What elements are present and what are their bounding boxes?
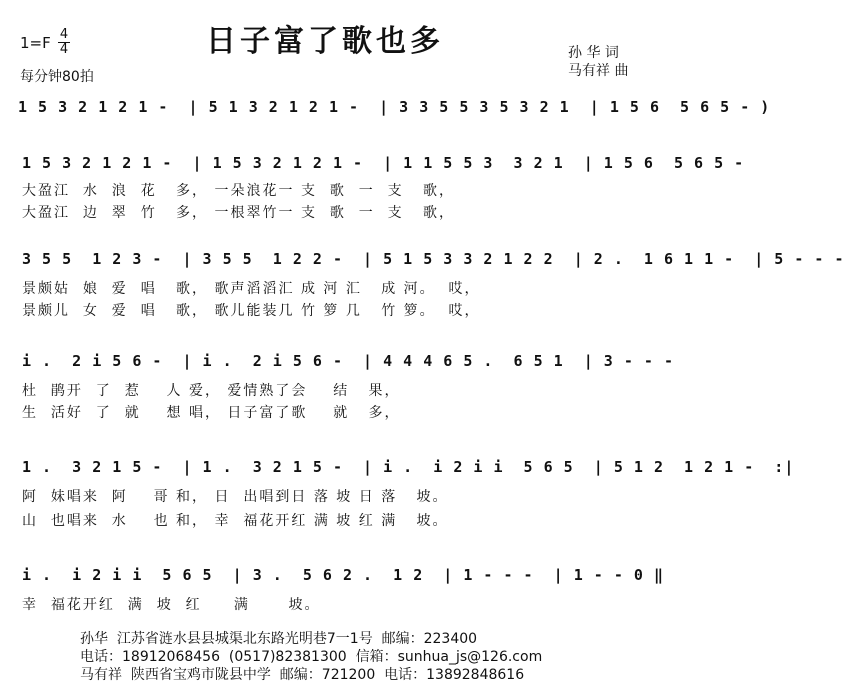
lyric-row-4-verse-2: 生 活好 了 就 想 唱， 日子富了歌 就 多， [22,405,401,421]
lyricist-credit: 孙 华 词 [568,45,619,61]
footer-composer-contact: 马有祥 陕西省宝鸡市陇县中学 邮编：721200 电话：13892848616 [80,667,525,683]
score-row-4: i . 2 i 5 6 - | i . 2 i 5 6 - | 4 4 4 6 5 . 6 5 1 | 3 - - - [22,352,674,370]
tempo-marking: 每分钟80拍 [20,69,94,85]
composer-credit: 马有祥 曲 [568,63,629,79]
score-row-2: 1 5 3 2 1 2 1 - | 1 5 3 2 1 2 1 - | 1 1 5 5 3 3 2 1 | 1 5 6 5 6 5 - [22,154,745,172]
footer-lyricist-address: 孙华 江苏省涟水县县城渠北东路光明巷7一1号 邮编：223400 [80,631,478,647]
song-title: 日子富了歌也多 [206,24,444,59]
time-signature-top: 4 [59,27,69,42]
score-row-5: 1 . 3 2 1 5 - | 1 . 3 2 1 5 - | i . i 2 i i 5 6 5 | 5 1 2 1 2 1 - :| [22,458,795,476]
lyric-row-4-verse-1: 杜 鹃开 了 惹 人 爱， 爱情熟了会 结 果， [22,383,401,399]
lyric-row-2-verse-2: 大盈江 边 翠 竹 多， 一根翠竹一 支 歌 一 支 歌， [22,205,456,221]
score-row-1: 1 5 3 2 1 2 1 - | 5 1 3 2 1 2 1 - | 3 3 5 5 3 5 3 2 1 | 1 5 6 5 6 5 - ) [18,98,771,116]
time-signature-bottom: 4 [59,42,69,57]
lyric-row-5-verse-2: 山 也唱来 水 也 和， 幸 福花开红 满 坡 红 满 坡。 [22,513,449,529]
footer-lyricist-contact: 电话：18912068456 (0517)82381300 信箱：sunhua_js@126.com [80,649,543,665]
lyric-row-3-verse-1: 景颇姑 娘 爱 唱 歌， 歌声滔滔汇 成 河 汇 成 河。 哎， [22,281,481,297]
lyric-row-3-verse-2: 景颇儿 女 爱 唱 歌， 歌儿能装几 竹 箩 几 竹 箩。 哎， [22,303,481,319]
key-signature: 1=F [20,34,51,52]
lyric-row-6-verse-1: 幸 福花开红 满 坡 红 满 坡。 [22,597,321,613]
score-row-3: 3 5 5 1 2 3 - | 3 5 5 1 2 2 - | 5 1 5 3 3 2 1 2 2 | 2 . 1 6 1 1 - | 5 - - - [22,250,845,268]
time-signature [58,28,70,57]
lyric-row-5-verse-1: 阿 妹唱来 阿 哥 和， 日 出唱到日 落 坡 日 落 坡。 [22,489,449,505]
lyric-row-2-verse-1: 大盈江 水 浪 花 多， 一朵浪花一 支 歌 一 支 歌， [22,183,456,199]
score-row-6: i . i 2 i i 5 6 5 | 3 . 5 6 2 . 1 2 | 1 - - - | 1 - - 0 ‖ [22,566,664,584]
